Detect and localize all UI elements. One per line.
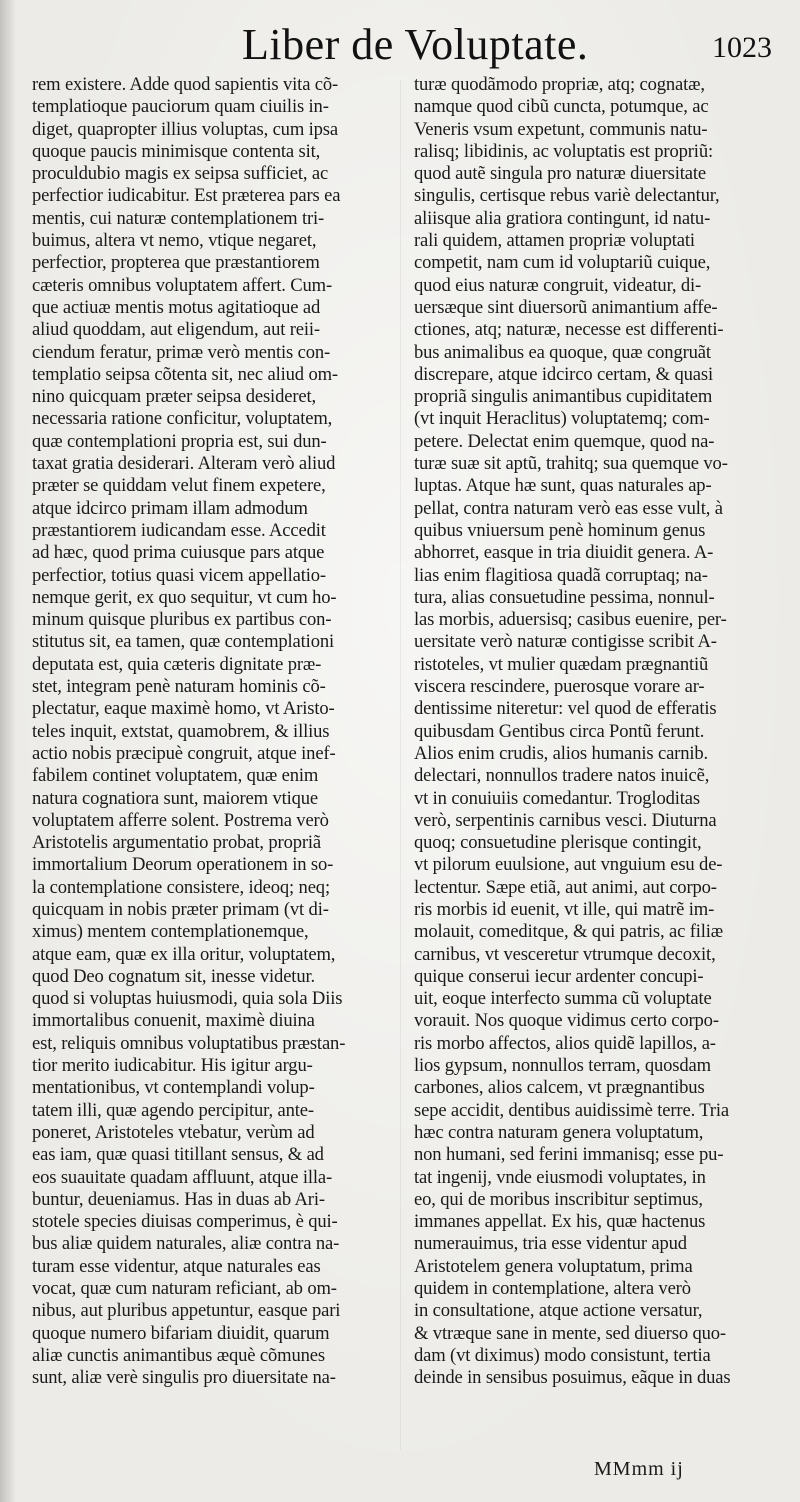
text-line: sunt, aliæ verè singulis pro diuersitate na- [32, 1367, 336, 1389]
text-line: immortalium Deorum operationem in so- [32, 854, 334, 876]
text-line: cæteris omnibus voluptatem affert. Cum- [32, 274, 333, 296]
text-line: molauit, comeditque, & qui patris, ac filiæ [414, 921, 724, 943]
text-line: aliud quoddam, aut eligendum, aut reii- [32, 319, 320, 341]
text-line: quibusdam Gentibus circa Pontũ ferunt. [414, 720, 705, 742]
text-line: ad hæc, quod prima cuiusque pars atque [32, 542, 325, 564]
text-line: ctiones, atq; naturæ, necesse est differenti- [414, 319, 724, 341]
text-line: las morbis, aduersisq; casibus euenire, per- [414, 609, 727, 631]
text-line: vt pilorum euulsione, aut vnguium esu de- [414, 854, 723, 876]
text-line: quod autẽ singula pro naturæ diuersitate [414, 163, 706, 185]
text-line: templatioque pauciorum quam ciuilis in- [32, 96, 329, 118]
text-line: stet, integram penè naturam hominis cõ- [32, 676, 326, 698]
text-line: deputata est, quia cæteris dignitate præ- [32, 653, 322, 675]
page-header [0, 8, 800, 70]
running-title: Liber de Voluptate. [242, 20, 589, 69]
text-line: pellat, contra naturam verò eas esse vult, à [414, 497, 723, 519]
text-line: la contemplatione consistere, ideoq; neq; [32, 876, 330, 898]
text-line: actio nobis præcipuè congruit, atque inef- [32, 742, 336, 764]
text-line: plectatur, eaque maximè homo, vt Aristo- [32, 698, 335, 720]
text-line: mentationibus, vt contemplandi volup- [32, 1077, 315, 1099]
gutter-shadow [0, 0, 16, 1502]
text-line: verò, serpentinis carnibus vesci. Diuturna [414, 809, 717, 831]
signature-mark: MMmm ij [594, 1458, 684, 1480]
text-line: quod eius naturæ congruit, videatur, di- [414, 274, 702, 296]
text-line: stotele species diuisas comperimus, è qui- [32, 1211, 338, 1233]
page-number: 1023 [712, 31, 772, 64]
text-line: viscera rescindere, puerosque vorare ar- [414, 676, 705, 698]
text-line: minum quisque pluribus ex partibus con- [32, 609, 332, 631]
text-line: rali quidem, attamen propriæ voluptati [414, 230, 695, 252]
text-line: ristoteles, vt mulier quædam prægnantiũ [414, 653, 709, 675]
text-line: que actiuæ mentis motus agitatioque ad [32, 296, 321, 318]
text-line: ris morbis id euenit, vt ille, qui matrẽ im- [414, 898, 715, 920]
text-line: necessaria ratione conficitur, voluptatem, [32, 408, 333, 430]
text-line: stitutus sit, ea tamen, quæ contemplationi [32, 631, 335, 653]
text-line: deinde in sensibus posuimus, eãque in duas [414, 1367, 731, 1389]
text-line: vocat, quæ cum naturam reficiant, ab om- [32, 1278, 337, 1300]
text-line: est, reliquis omnibus voluptatibus præstan- [32, 1032, 346, 1054]
text-line: taxat gratia desiderari. Alteram verò aliud [32, 453, 336, 475]
text-line: non humani, sed ferini immanisq; esse pu- [414, 1144, 724, 1166]
text-line: nibus, aut pluribus appetuntur, easque pari [32, 1300, 341, 1322]
text-line: quod Deo cognatum sit, inesse videtur. [32, 965, 315, 987]
text-line: Veneris vsum expetunt, communis natu- [414, 118, 708, 140]
text-line: præter se quiddam velut finem expetere, [32, 475, 326, 497]
text-line: uersitate verò naturæ contigisse scribit A- [414, 631, 717, 653]
text-line: Alios enim crudis, alios humanis carnib. [414, 742, 709, 764]
text-line: immanes appellat. Ex his, quæ hactenus [414, 1211, 706, 1233]
text-line: petere. Delectat enim quemque, quod na- [414, 430, 715, 452]
text-line: atque eam, quæ ex illa oritur, voluptatem, [32, 943, 336, 965]
text-line: tat ingenij, vnde eiusmodi voluptates, in [414, 1166, 706, 1188]
text-line: quæ contemplationi propria est, sui dun- [32, 430, 327, 452]
text-line: bus animalibus ea quoque, quæ congruãt [414, 341, 711, 363]
text-line: singulis, certisque rebus variè delectantur, [414, 185, 720, 207]
text-line: eas iam, quæ quasi titillant sensus, & ad [32, 1144, 324, 1166]
text-line: tior merito iudicabitur. His igitur argu- [32, 1055, 313, 1077]
text-line: quique conserui iecur ardenter concupi- [414, 965, 704, 987]
text-line: diget, quapropter illius voluptas, cum ipsa [32, 118, 338, 140]
text-line: perfectior, propterea que præstantiorem [32, 252, 320, 274]
text-line: quoque paucis minimisque contenta sit, [32, 140, 321, 162]
text-line: numerauimus, tria esse videntur apud [414, 1233, 687, 1255]
text-line: quibus vniuersum penè hominum genus [414, 519, 706, 541]
text-line: eo, qui de moribus inscribitur septimus, [414, 1188, 703, 1210]
text-line: abhorret, easque in tria diuidit genera. A- [414, 542, 714, 564]
text-line: vorauit. Nos quoque vidimus certo corpo- [414, 1010, 719, 1032]
text-line: dam (vt diximus) modo consistunt, tertia [414, 1344, 711, 1366]
text-line: carnibus, vt vesceretur vtrumque decoxit, [414, 943, 716, 965]
text-line: delectari, nonnullos tradere natos inuicẽ, [414, 765, 710, 787]
text-line: dentissime niteretur: vel quod de efferatis [414, 698, 717, 720]
text-line: rem existere. Adde quod sapientis vita cõ- [32, 74, 339, 95]
text-line: uit, eoque interfecto summa cũ voluptate [414, 988, 712, 1010]
text-line: præstantiorem iudicandam esse. Accedit [32, 519, 326, 541]
text-line: turæ suæ sit aptũ, trahitq; sua quemque vo- [414, 453, 728, 475]
text-line: quicquam in nobis præter primam (vt di- [32, 898, 329, 920]
text-line: immortalibus conuenit, maximè diuina [32, 1010, 315, 1032]
text-line: fabilem continet voluptatem, quæ enim [32, 765, 319, 787]
text-line: discrepare, atque idcirco certam, & quasi [414, 363, 713, 385]
text-line: uersæque sint diuersorũ animantium affe- [414, 296, 718, 318]
text-line: templatio seipsa cõtenta sit, nec aliud om- [32, 363, 338, 385]
column-divider [400, 80, 401, 1450]
text-line: sepe accidit, dentibus auidissimè terre. Tria [414, 1099, 729, 1121]
text-line: buimus, altera vt nemo, vtique negaret, [32, 230, 317, 252]
text-line: buntur, deueniamus. Has in duas ab Ari- [32, 1188, 325, 1210]
text-line: quidem in contemplatione, altera verò [414, 1278, 691, 1300]
text-line: hæc contra naturam genera voluptatum, [414, 1121, 704, 1143]
text-line: quoque numero bifariam diuidit, quarum [32, 1322, 330, 1344]
text-line: in consultatione, atque actione versatur, [414, 1300, 703, 1322]
text-line: ralisq; libidinis, ac voluptatis est propriũ: [414, 140, 713, 162]
text-line: nino quicquam præter seipsa desideret, [32, 386, 316, 408]
text-line: tatem illi, quæ agendo percipitur, ante- [32, 1099, 314, 1121]
text-line: lectentur. Sæpe etiã, aut animi, aut corpo- [414, 876, 717, 898]
text-line: natura cognatiora sunt, maiorem vtique [32, 787, 319, 809]
text-line: lios gypsum, nonnullos terram, quosdam [414, 1055, 711, 1077]
text-line: luptas. Atque hæ sunt, quas naturales ap- [414, 475, 712, 497]
text-line: Aristotelis argumentatio probat, propriã [32, 832, 322, 854]
text-line: propriã singulis animantibus cupiditatem [414, 386, 713, 408]
text-line: carbones, alios calcem, vt prægnantibus [414, 1077, 705, 1099]
text-line: ciendum feratur, primæ verò mentis con- [32, 341, 331, 363]
text-line: nemque gerit, ex quo sequitur, vt cum ho- [32, 586, 337, 608]
text-line: aliisque alia gratiora contingunt, id natu- [414, 207, 711, 229]
text-line: turæ quodãmodo propriæ, atq; cognatæ, [414, 74, 705, 95]
text-line: competit, nam cum id voluptariũ cuique, [414, 252, 711, 274]
text-line: ris morbo affectos, alios quidẽ lapillos, a- [414, 1032, 716, 1054]
text-line: mentis, cui naturæ contemplationem tri- [32, 207, 325, 229]
text-line: Aristotelem genera voluptatum, prima [414, 1255, 693, 1277]
text-line: quod si voluptas huiusmodi, quia sola Diis [32, 988, 343, 1010]
text-line: ximus) mentem contemplationemque, [32, 921, 309, 943]
text-line: namque quod cibũ cuncta, potumque, ac [414, 96, 709, 118]
text-line: voluptatem afferre solent. Postrema verò [32, 809, 329, 831]
text-line: eos suauitate quadam affluunt, atque illa- [32, 1166, 333, 1188]
text-line: perfectior, totius quasi vicem appellatio- [32, 564, 326, 586]
text-line: tura, alias consuetudine pessima, nonnul- [414, 586, 715, 608]
left-text-column [32, 74, 392, 1390]
text-line: poneret, Aristoteles vtebatur, verùm ad [32, 1121, 315, 1143]
text-line: lias enim flagitiosa quadã corruptaq; na- [414, 564, 708, 586]
text-line: vt in conuiuiis comedantur. Trogloditas [414, 787, 700, 809]
right-text-column [414, 74, 770, 1390]
text-line: (vt inquit Heraclitus) voluptatemq; com- [414, 408, 710, 430]
text-line: & vtræque sane in mente, sed diuerso quo- [414, 1322, 726, 1344]
text-line: quoq; consuetudine plerisque contingit, [414, 832, 702, 854]
text-line: teles inquit, extstat, quamobrem, & illius [32, 720, 330, 742]
text-line: aliæ cunctis animantibus æquè cõmunes [32, 1344, 325, 1366]
text-line: turam esse videntur, atque naturales eas [32, 1255, 321, 1277]
text-line: bus aliæ quidem naturales, aliæ contra na- [32, 1233, 340, 1255]
text-line: perfectior iudicabitur. Est præterea pars ea [32, 185, 341, 207]
text-line: proculdubio magis ex seipsa sufficiet, ac [32, 163, 329, 185]
text-line: atque idcirco primam illam admodum [32, 497, 308, 519]
